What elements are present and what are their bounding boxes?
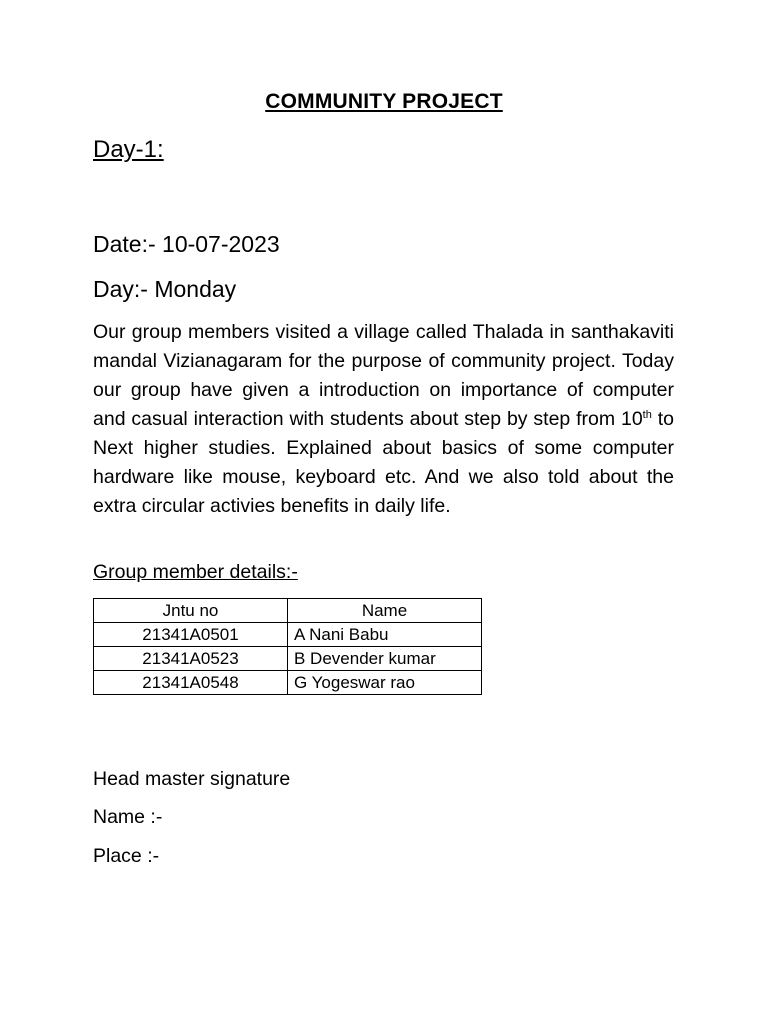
- headmaster-signature-label: Head master signature: [93, 768, 291, 790]
- paragraph-text-part-2: to Next higher studies. Explained about basics of some computer hardware like mouse, keyboard etc. And we also told about the extra circular activies benefits in daily life.: [93, 408, 674, 517]
- group-members-table: [93, 598, 482, 695]
- activity-paragraph: [93, 318, 674, 521]
- jntu-no-cell: 21341A0548: [94, 671, 288, 695]
- place-label: Place :-: [93, 845, 160, 867]
- table-row: [94, 671, 482, 695]
- jntu-no-cell: 21341A0501: [94, 623, 288, 647]
- paragraph-text-part-1: Our group members visited a village called Thalada in santhakaviti mandal Vizianagaram for the purpose of community project. Today our group have given a introduction on importance of computer and casual interaction with students about step by step from 10: [93, 321, 674, 430]
- column-header-name: Name: [288, 599, 482, 623]
- page-title: COMMUNITY PROJECT: [265, 90, 503, 113]
- table-row: [94, 623, 482, 647]
- name-label: Name :-: [93, 806, 163, 828]
- table-row: [94, 647, 482, 671]
- weekday-line: Day:- Monday: [93, 276, 237, 302]
- date-line: Date:- 10-07-2023: [93, 231, 280, 257]
- day-heading: Day-1:: [93, 136, 164, 163]
- column-header-jntu-no: Jntu no: [94, 599, 288, 623]
- jntu-no-cell: 21341A0523: [94, 647, 288, 671]
- table-header-row: [94, 599, 482, 623]
- ordinal-superscript: th: [642, 409, 652, 421]
- member-name-cell: A Nani Babu: [288, 623, 482, 647]
- member-name-cell: B Devender kumar: [288, 647, 482, 671]
- member-name-cell: G Yogeswar rao: [288, 671, 482, 695]
- group-members-heading: Group member details:-: [93, 561, 298, 583]
